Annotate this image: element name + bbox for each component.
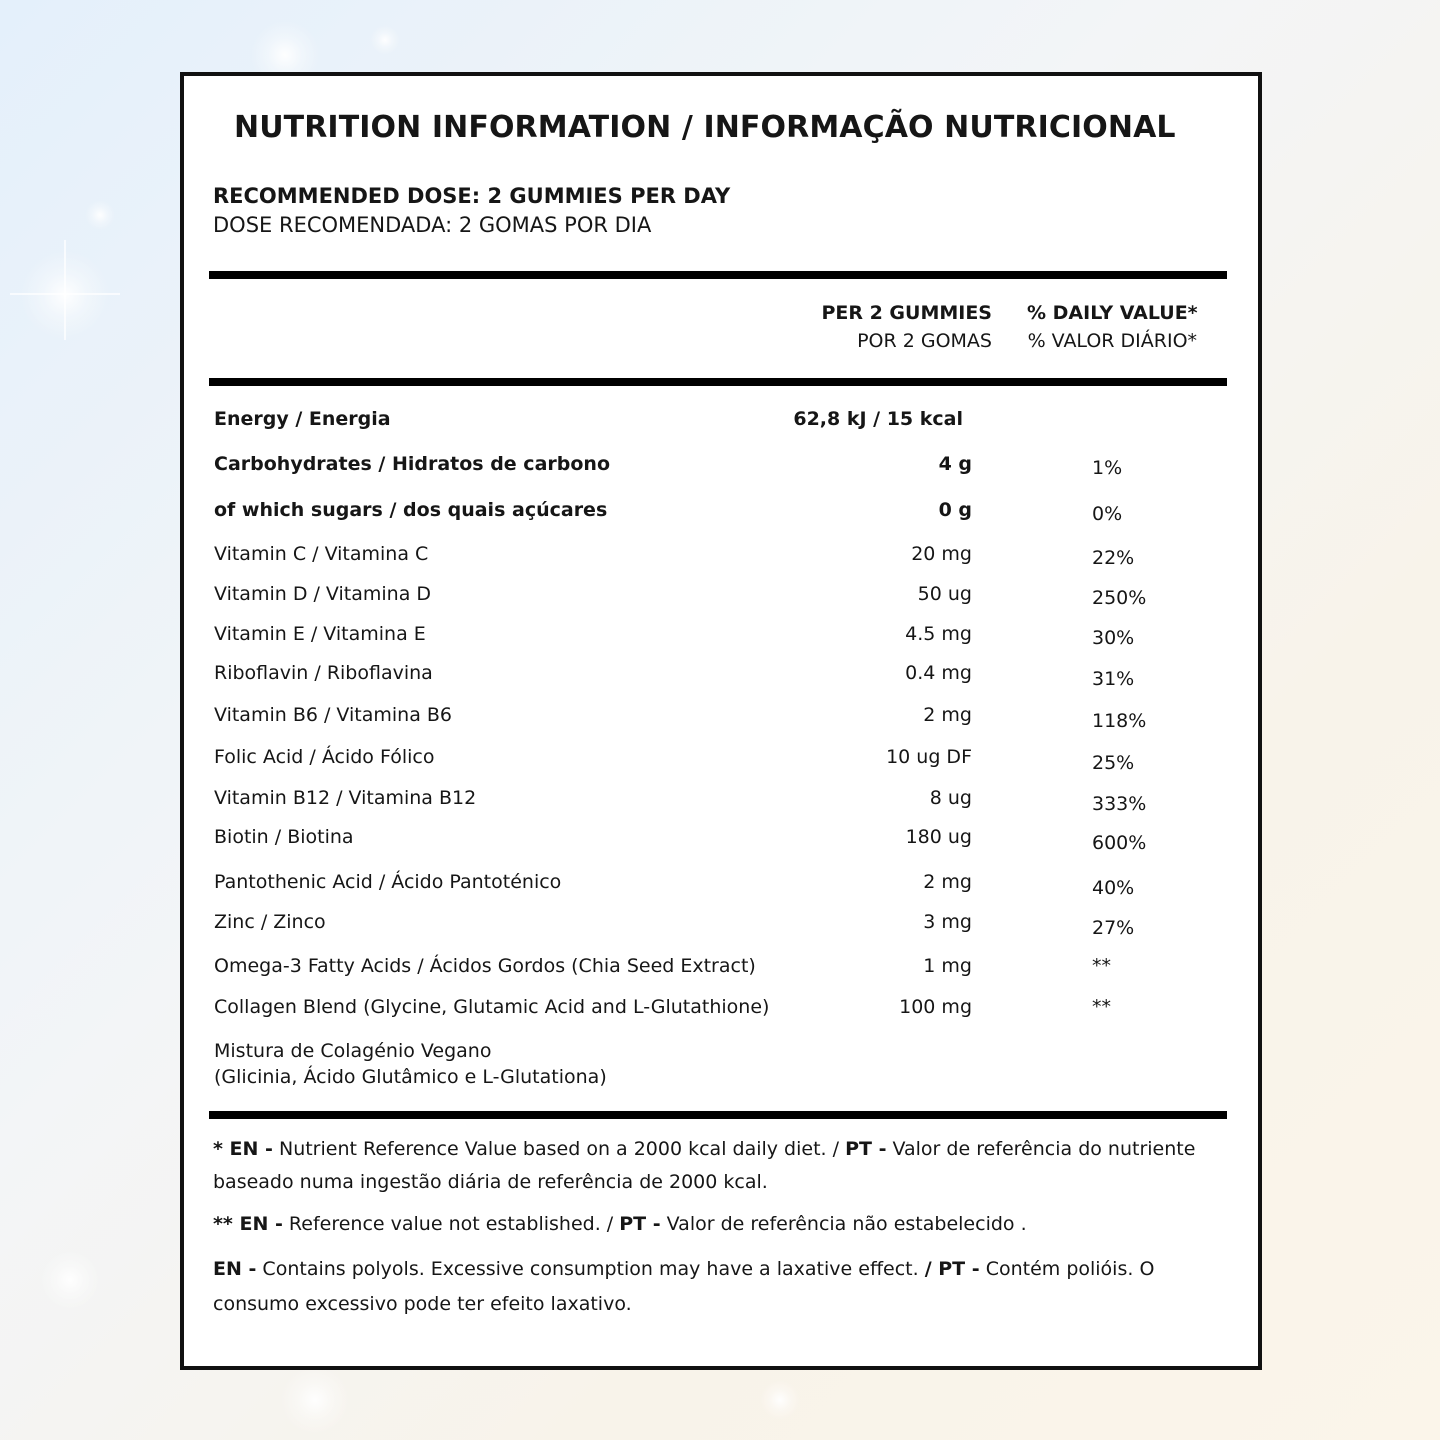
nutrient-row bbox=[184, 911, 1258, 941]
nutrient-amount: 180 ug bbox=[905, 826, 972, 848]
page-title: NUTRITION INFORMATION / INFORMAÇÃO NUTRICIONAL bbox=[234, 110, 1176, 145]
nutrient-daily-value: 118% bbox=[1092, 710, 1147, 732]
footnote-marker-pt: PT - bbox=[619, 1213, 661, 1235]
nutrient-amount: 50 ug bbox=[917, 583, 972, 605]
nutrient-amount: 4 g bbox=[938, 453, 972, 475]
nutrient-daily-value: 25% bbox=[1092, 752, 1135, 774]
footnote-text-pt: Valor de referência do nutriente baseado numa ingestão diária de referência de 2000 kcal. bbox=[213, 1138, 1196, 1193]
column-header-dv-en: % DAILY VALUE* bbox=[1027, 302, 1198, 324]
column-header-dv-pt: % VALOR DIÁRIO* bbox=[1027, 330, 1198, 352]
nutrient-daily-value: 0% bbox=[1092, 503, 1123, 525]
column-header-per-serving bbox=[821, 302, 992, 352]
nutrient-amount: 3 mg bbox=[923, 911, 972, 933]
background-sparkle bbox=[760, 1380, 800, 1420]
footnote-marker-pt: PT - bbox=[845, 1138, 887, 1160]
recommended-dose-en: RECOMMENDED DOSE: 2 GUMMIES PER DAY bbox=[213, 184, 731, 208]
nutrient-label: Vitamin E / Vitamina E bbox=[214, 623, 426, 645]
nutrient-label: Zinc / Zinco bbox=[214, 911, 326, 933]
nutrient-daily-value: 250% bbox=[1092, 587, 1147, 609]
collagen-blend-pt-line2: (Glicinia, Ácido Glutâmico e L-Glutationa) bbox=[214, 1066, 607, 1088]
nutrient-label: Folic Acid / Ácido Fólico bbox=[214, 746, 435, 768]
collagen-blend-pt-line1: Mistura de Colagénio Vegano bbox=[214, 1040, 492, 1062]
divider-header bbox=[209, 378, 1227, 386]
background-sparkle bbox=[85, 200, 115, 230]
nutrient-amount: 10 ug DF bbox=[886, 746, 972, 768]
nutrient-amount: 100 mg bbox=[899, 996, 972, 1018]
footnote-text-en: Nutrient Reference Value based on a 2000 kcal daily diet. / bbox=[272, 1138, 846, 1160]
footnote-marker-en: EN - bbox=[213, 1258, 257, 1280]
footnote-marker-en: ** EN - bbox=[213, 1213, 283, 1235]
nutrient-daily-value: ** bbox=[1092, 996, 1111, 1018]
nutrient-row bbox=[184, 499, 1258, 529]
footnote-text-pt: Valor de referência não estabelecido . bbox=[660, 1213, 1027, 1235]
nutrient-row bbox=[184, 787, 1258, 817]
column-header-daily-value bbox=[1027, 302, 1198, 352]
footnote-text-en: Reference value not established. / bbox=[282, 1213, 620, 1235]
footnote-text-en: Contains polyols. Excessive consumption may have a laxative effect. bbox=[256, 1258, 925, 1280]
nutrient-label: Biotin / Biotina bbox=[214, 826, 354, 848]
background-sparkle bbox=[280, 1365, 350, 1435]
nutrient-row bbox=[184, 543, 1258, 573]
nutrient-row bbox=[184, 826, 1258, 856]
nutrient-daily-value: 600% bbox=[1092, 832, 1147, 854]
nutrient-label: Carbohydrates / Hidratos de carbono bbox=[214, 453, 610, 475]
nutrient-daily-value: 1% bbox=[1092, 457, 1123, 479]
nutrient-amount: 0.4 mg bbox=[905, 662, 972, 684]
nutrient-amount: 8 ug bbox=[929, 787, 972, 809]
nutrient-row bbox=[184, 453, 1258, 483]
divider-top bbox=[209, 271, 1227, 279]
nutrient-label: Riboflavin / Riboflavina bbox=[214, 662, 433, 684]
nutrient-label: of which sugars / dos quais açúcares bbox=[214, 499, 608, 521]
footnote-marker-en: * EN - bbox=[213, 1138, 273, 1160]
nutrient-label: Vitamin C / Vitamina C bbox=[214, 543, 429, 565]
footnote-marker-pt: / PT - bbox=[924, 1258, 980, 1280]
nutrient-label: Collagen Blend (Glycine, Glutamic Acid and L-Glutathione) bbox=[214, 996, 770, 1018]
nutrient-amount: 20 mg bbox=[911, 543, 972, 565]
nutrient-daily-value: 333% bbox=[1092, 793, 1147, 815]
column-header-per-pt: POR 2 GOMAS bbox=[857, 330, 992, 352]
nutrient-label: Pantothenic Acid / Ácido Pantoténico bbox=[214, 871, 562, 893]
nutrient-row bbox=[184, 955, 1258, 985]
nutrient-amount: 2 mg bbox=[923, 871, 972, 893]
divider-bottom bbox=[209, 1111, 1227, 1119]
nutrient-amount: 2 mg bbox=[923, 704, 972, 726]
nutrient-daily-value: 22% bbox=[1092, 547, 1135, 569]
nutrient-amount: 1 mg bbox=[923, 955, 972, 977]
nutrient-label: Vitamin B6 / Vitamina B6 bbox=[214, 704, 453, 726]
background-sparkle bbox=[370, 25, 400, 55]
nutrient-row bbox=[184, 704, 1258, 734]
nutrition-panel bbox=[180, 72, 1262, 1370]
nutrient-daily-value: 40% bbox=[1092, 877, 1135, 899]
column-header-per-en: PER 2 GUMMIES bbox=[821, 302, 992, 324]
nutrient-row bbox=[184, 583, 1258, 613]
nutrient-daily-value: 30% bbox=[1092, 627, 1135, 649]
background-sparkle-ray bbox=[64, 240, 66, 340]
background-sparkle bbox=[40, 1250, 100, 1310]
nutrient-label: Vitamin B12 / Vitamina B12 bbox=[214, 787, 477, 809]
nutrient-row bbox=[184, 996, 1258, 1026]
nutrient-label: Vitamin D / Vitamina D bbox=[214, 583, 432, 605]
footnote-reference-value bbox=[213, 1133, 1233, 1199]
nutrient-amount: 4.5 mg bbox=[905, 623, 972, 645]
nutrient-label: Omega-3 Fatty Acids / Ácidos Gordos (Chia Seed Extract) bbox=[214, 955, 756, 977]
nutrient-amount: 62,8 kJ / 15 kcal bbox=[793, 408, 963, 430]
nutrient-row bbox=[184, 662, 1258, 692]
collagen-blend-pt bbox=[214, 1038, 607, 1090]
nutrient-daily-value: 27% bbox=[1092, 917, 1135, 939]
nutrient-row bbox=[184, 408, 1258, 438]
footnote-polyols bbox=[213, 1252, 1173, 1322]
footnote-not-established bbox=[213, 1208, 1233, 1241]
recommended-dose-pt: DOSE RECOMENDADA: 2 GOMAS POR DIA bbox=[213, 213, 652, 237]
nutrient-row bbox=[184, 623, 1258, 653]
footnote-text-pt: Contém polióis. O consumo excessivo pode ter efeito laxativo. bbox=[213, 1258, 1155, 1315]
nutrient-row bbox=[184, 871, 1258, 901]
nutrient-label: Energy / Energia bbox=[214, 408, 391, 430]
nutrient-daily-value: 31% bbox=[1092, 668, 1135, 690]
nutrient-daily-value: ** bbox=[1092, 955, 1111, 977]
nutrient-row bbox=[184, 746, 1258, 776]
nutrient-amount: 0 g bbox=[938, 499, 972, 521]
